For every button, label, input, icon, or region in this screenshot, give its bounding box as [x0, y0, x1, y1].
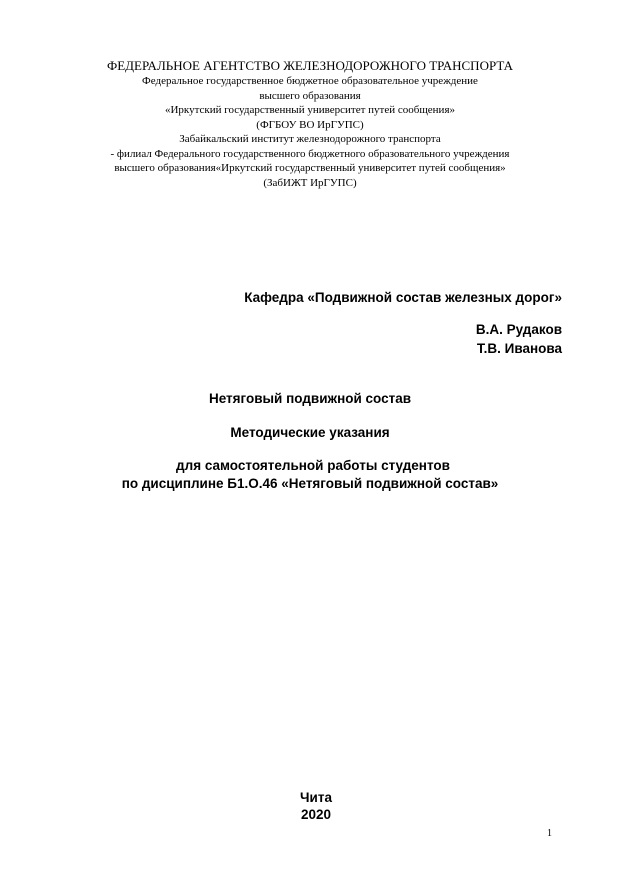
author-1: В.А. Рудаков [475, 322, 562, 337]
institution-header [60, 58, 560, 190]
header-line: «Иркутский государственный университет путей сообщения» [164, 104, 456, 116]
header-agency: ФЕДЕРАЛЬНОЕ АГЕНТСТВО ЖЕЛЕЗНОДОРОЖНОГО ТРАНСПОРТА [106, 58, 514, 73]
department-name: Кафедра «Подвижной состав железных дорог» [244, 290, 562, 305]
header-line: высшего образования [259, 89, 361, 102]
author-2: Т.В. Иванова [476, 341, 562, 356]
header-line: (ФГБОУ ВО ИрГУПС) [256, 118, 364, 131]
header-line: высшего образования«Иркутский государственный университет путей сообщения» [114, 162, 506, 174]
city: Чита [300, 790, 332, 805]
header-line: - филиал Федерального государственного бюджетного образовательного учреждения [110, 147, 510, 160]
header-line: Федеральное государственное бюджетное образовательное учреждение [142, 75, 478, 87]
purpose-line-2: по дисциплине Б1.О.46 «Нетяговый подвижной состав» [121, 476, 499, 491]
header-line: Забайкальский институт железнодорожного транспорта [179, 133, 441, 145]
purpose-line-1: для самостоятельной работы студентов [176, 458, 450, 473]
document-type: Методические указания [230, 425, 390, 440]
year: 2020 [300, 807, 332, 822]
document-title: Нетяговый подвижной состав [208, 391, 412, 406]
page-number: 1 [547, 828, 552, 839]
header-line: (ЗабИЖТ ИрГУПС) [263, 176, 357, 189]
